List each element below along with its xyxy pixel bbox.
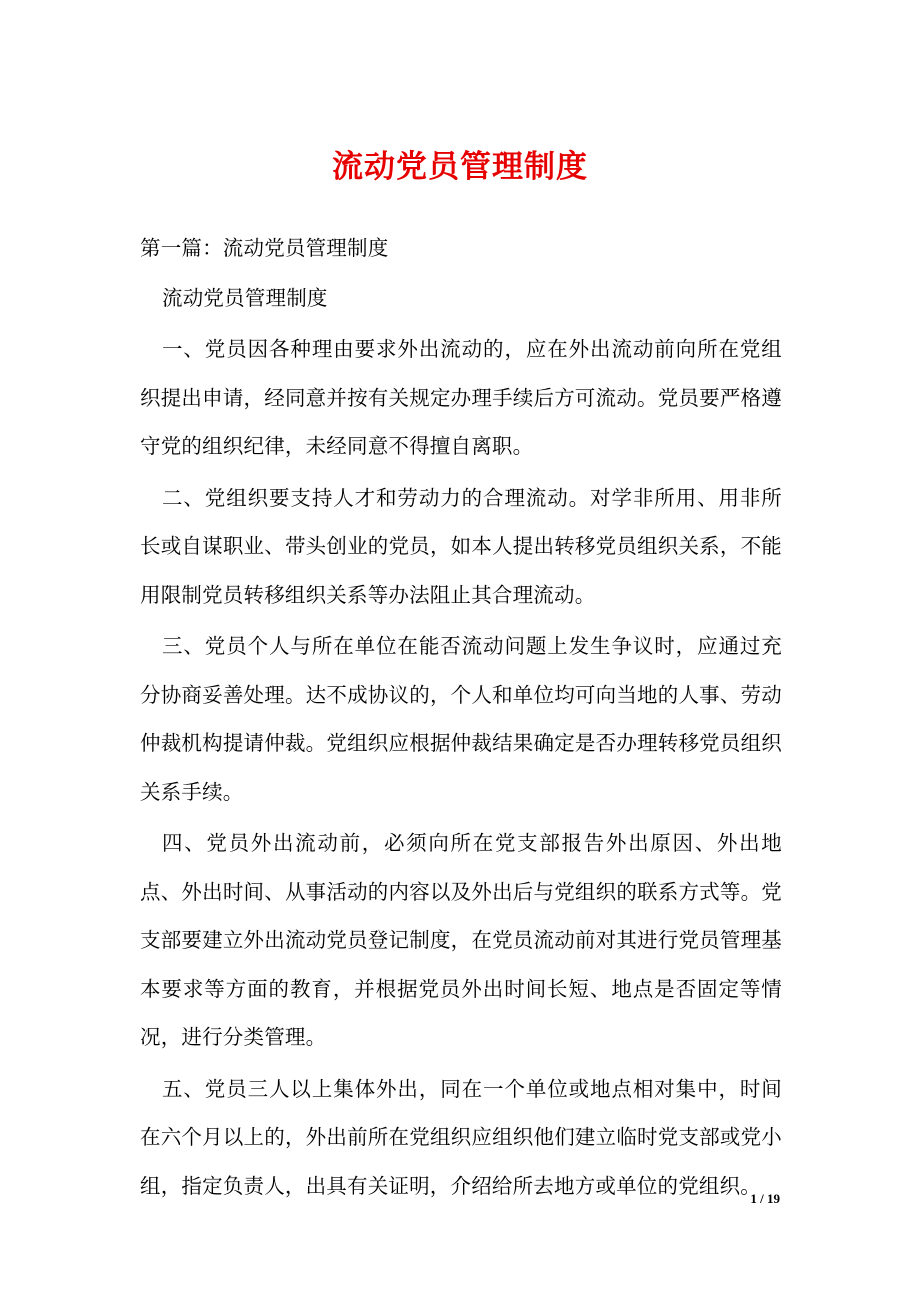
document-title: 流动党员管理制度	[332, 149, 588, 185]
document-body	[140, 224, 782, 1213]
sub-title: 流动党员管理制度	[162, 285, 328, 310]
paragraph-4: 四、党员外出流动前，必须向所在党支部报告外出原因、外出地点、外出时间、从事活动的内容以及外出后与党组织的联系方式等。党支部要建立外出流动党员登记制度，在党员流动前对其进行党员管理基本要求等方面的教育，并根据党员外出时间长短、地点是否固定等情况，进行分类管理。	[140, 831, 782, 1049]
section-heading: 第一篇：流动党员管理制度	[140, 236, 389, 260]
paragraph-1: 一、党员因各种理由要求外出流动的，应在外出流动前向所在党组织提出申请，经同意并按有关规定办理手续后方可流动。党员要严格遵守党的组织纪律，未经同意不得擅自离职。	[140, 337, 782, 458]
paragraph-2: 二、党组织要支持人才和劳动力的合理流动。对学非所用、用非所长或自谋职业、带头创业的党员，如本人提出转移党员组织关系，不能用限制党员转移组织关系等办法阻止其合理流动。	[140, 485, 782, 607]
paragraph-5: 五、党员三人以上集体外出，同在一个单位或地点相对集中，时间在六个月以上的，外出前所在党组织应组织他们建立临时党支部或党小组，指定负责人，出具有关证明，介绍给所去地方或单位的党组织。	[140, 1076, 782, 1198]
page-number: 1 / 19	[750, 1191, 780, 1206]
paragraph-3: 三、党员个人与所在单位在能否流动问题上发生争议时，应通过充分协商妥善处理。达不成协议的，个人和单位均可向当地的人事、劳动仲裁机构提请仲裁。党组织应根据仲裁结果确定是否办理转移党员组织关系手续。	[140, 634, 782, 804]
